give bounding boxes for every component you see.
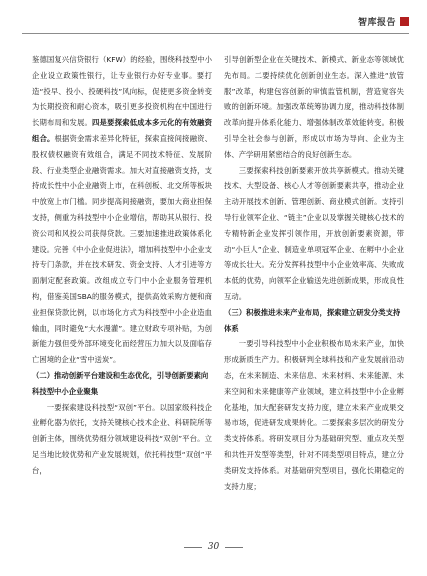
- header-divider: [22, 33, 409, 34]
- paragraph: 引导创新型企业在关键技术、新模式、新业态等领域优先布局。二要持续优化创新创业生态。深入推进“放管服”改革，构建包容创新的审慎监管机制，营造宽容失败的创新环境。加强改革统筹协调力度，推动科技体制改革向提升体系化能力、增强体制改革效能转变。积极引导全社会参与创新，形成以市场为导向、企业为主体、产学研用紧密结合的良好创新生态。: [224, 55, 404, 159]
- paragraph: 一要探索建设科技型“双创”平台。以国家级科技企业孵化器为依托，支持关键核心技术企业、科研院所等创新主体，围绕优势细分领域建设科技“双创”平台。立足当地比较优势和产业发展规划，依托科技型“双创”平台，: [32, 402, 212, 475]
- bold-sentence: 四是要探索低成本多元化的有效融资组合。: [32, 118, 212, 143]
- header: [358, 14, 409, 28]
- paragraph: [32, 52, 212, 368]
- section-heading: （三）积极推进未来产业布局，探索建立研发分类支持体系: [224, 307, 401, 333]
- article-body: [32, 52, 404, 530]
- paragraph-text: 根据资金需求差异化特征，探索直接间接融资、股权债权融资有效组合，满足不同技术特征、发展阶段、行业类型企业融资需求。加大对直接融资支持，支持成长性中小企业融资上市，在科创板、北交所等板块中放宽上市门槛。同步提高间接融资，要加大商业担保支持，侧重为科技型中小企业增信，帮助其从银行、投资公司和风投公司获得贷款。三要加速推进政策体系化建设。完善《中小企业促进法》，增加科技型中小企业支持专门条款，并在技术研发、资金支持、人才引进等方面制定配套政策。改组成立专门中小企业服务管理机构，借鉴美国SBA的服务模式，提供高效采购方便和商业担保贷款比例，以市场化方式为科技型中小企业造血输血，同时避免“大水漫灌”。建立财政专项补贴，为创新能力强但受外部环境变化而经营压力加大以及面临存亡困境的企业“雪中送炭”。: [32, 133, 212, 365]
- paragraph-text: 鉴德国复兴信贷银行（KFW）的经验，围绕科技型中小企业设立政策性银行，让专业银行办好专业事。要打造“投早、投小、投硬科技”风向标，促使更多资金转变为长期投资和耐心资本，吸引更多投资机构在中国进行长期布局和发展。: [32, 55, 212, 128]
- header-title: 智库报告: [357, 17, 396, 28]
- footer-line-right: [225, 547, 243, 548]
- paragraph: 三要探索科技创新要素开放共享新模式。推动关键技术、大型设备、核心人才等创新要素共享，推动企业主动开展技术创新、管理创新、商业模式创新。支持引导行业领军企业、“链主”企业以及掌握关键核心技术的专精特新企业发挥引领作用，开放创新要素资源，带动“小巨人”企业、制造业单项冠军企业、在孵中小企业等成长壮大。充分发挥科技型中小企业效率高、失败成本低的优势，向领军企业输送先进创新成果，形成良性互动。: [224, 165, 404, 301]
- paragraph: 一要引导科技型中小企业积极布局未来产业，加快形成新质生产力。积极研判全球科技和产业发展前沿动态，在未来制造、未来信息、未来材料、未来能源、未来空间和未来健康等产业领域，建立科技型中小企业孵化基地，加大配套研发支持力度，建立未来产业成果交易市场，促进研发成果转化。二要探索多层次的研发分类支持体系。将研发项目分为基础研究型、重点攻关型和共性开发型等类型，针对不同类型项目特点，建立分类研发支持体系。对基础研究型项目，强化长期稳定的支持力度；: [224, 339, 404, 491]
- left-column: [32, 52, 212, 530]
- section-heading: （二）推动创新平台建设和生态优化，引导创新要素向科技型中小企业聚集: [32, 370, 209, 396]
- page-number: 30: [207, 542, 220, 552]
- right-column: [224, 52, 404, 530]
- page-footer: [0, 540, 427, 554]
- header-square-mark: [400, 17, 409, 26]
- footer-line-left: [184, 547, 202, 548]
